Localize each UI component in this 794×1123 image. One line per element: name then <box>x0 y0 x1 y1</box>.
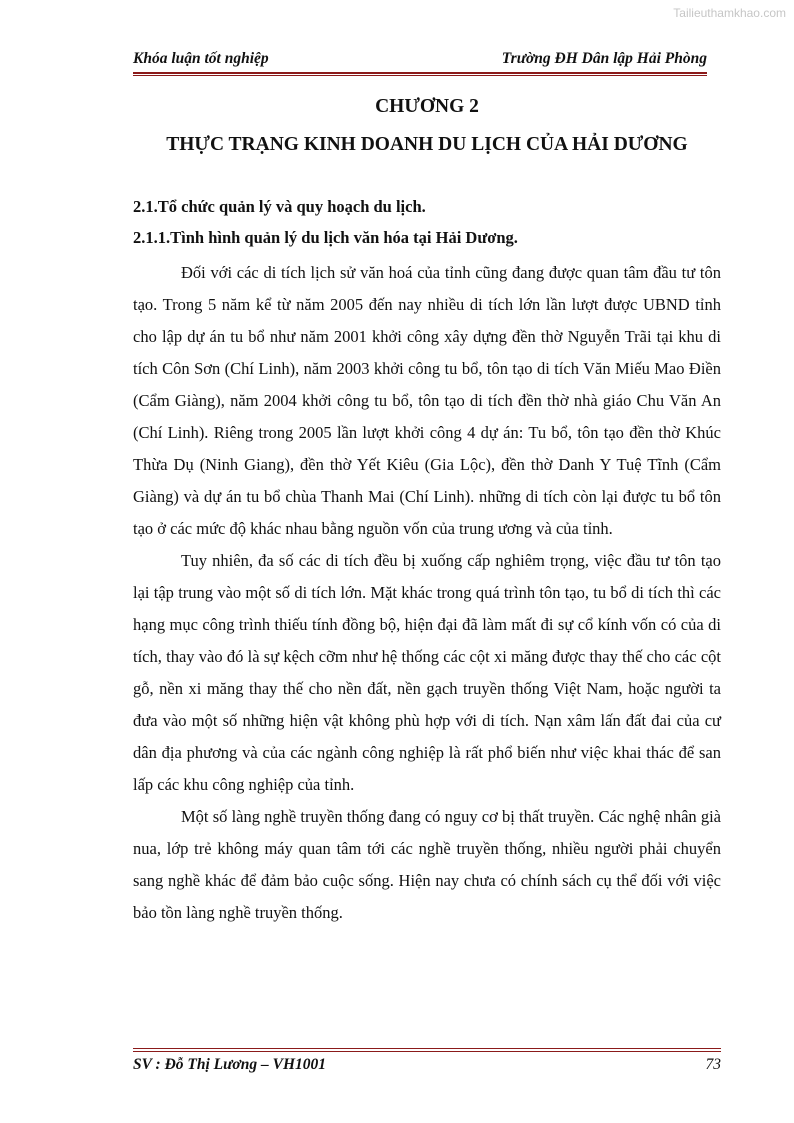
body-text <box>133 257 721 929</box>
watermark: Tailieuthamkhao.com <box>673 6 786 20</box>
subsection-heading: 2.1.1.Tình hình quản lý du lịch văn hóa tại Hải Dương. <box>133 228 518 247</box>
footer-author: SV : Đỗ Thị Lương – VH1001 <box>133 1056 327 1073</box>
paragraph: Đối với các di tích lịch sử văn hoá của tỉnh cũng đang được quan tâm đầu tư tôn tạo. Trong 5 năm kể từ năm 2005 đến nay nhiều di tích lớn lần lượt được UBND tỉnh cho lập dự án tu bổ như năm 2001 khởi công xây dựng đền thờ Nguyễn Trãi tại khu di tích Côn Sơn (Chí Linh), năm 2003 khởi công tu bổ, tôn tạo di tích Văn Miếu Mao Điền (Cẩm Giàng), năm 2004 khởi công tu bổ, tôn tạo di tích đền thờ nhà giáo Chu Văn An (Chí Linh). Riêng trong 2005 lần lượt khởi công 4 dự án: Tu bổ, tôn tạo đền thờ Khúc Thừa Dụ (Ninh Giang), đền thờ Yết Kiêu (Gia Lộc), đền thờ Danh Y Tuệ Tĩnh (Cẩm Giàng) và dự án tu bổ chùa Thanh Mai (Chí Linh). những di tích còn lại được tu bổ tôn tạo ở các mức độ khác nhau bằng nguồn vốn của trung ương và của tỉnh. <box>133 263 721 538</box>
chapter-number: CHƯƠNG 2 <box>375 96 479 117</box>
header-rule <box>133 72 707 76</box>
page-number: 73 <box>705 1056 721 1073</box>
header-thesis-label: Khóa luận tốt nghiệp <box>133 50 269 67</box>
paragraph: Một số làng nghề truyền thống đang có nguy cơ bị thất truyền. Các nghệ nhân già nua, lớp trẻ không máy quan tâm tới các nghề truyền thống, nhiều người phải chuyển sang nghề khác để đảm bảo cuộc sống. Hiện nay chưa có chính sách cụ thể đối với việc bảo tồn làng nghề truyền thống. <box>133 807 721 922</box>
page-footer <box>133 1056 721 1074</box>
footer-rule <box>133 1048 721 1052</box>
chapter-title: THỰC TRẠNG KINH DOANH DU LỊCH CỦA HẢI DƯƠNG <box>166 134 688 155</box>
section-heading: 2.1.Tổ chức quản lý và quy hoạch du lịch. <box>133 197 426 216</box>
header-university: Trường ĐH Dân lập Hải Phòng <box>501 50 707 67</box>
paragraph: Tuy nhiên, đa số các di tích đều bị xuống cấp nghiêm trọng, việc đầu tư tôn tạo lại tập trung vào một số di tích lớn. Mặt khác trong quá trình tôn tạo, tu bổ di tích thì các hạng mục công trình thiếu tính đồng bộ, hiện đại đã làm mất đi sự cổ kính vốn có của di tích, thay vào đó là sự kệch cỡm như hệ thống các cột xi măng được thay thế cho các cột gỗ, nền xi măng thay thế cho nền đất, nền gạch truyền thống Việt Nam, hoặc người ta đưa vào một số những hiện vật không phù hợp với di tích. Nạn xâm lấn đất đai của cư dân địa phương và của các ngành công nghiệp là rất phổ biến như việc khai thác để san lấp các khu công nghiệp của tỉnh. <box>133 551 721 794</box>
page-header <box>133 50 707 68</box>
